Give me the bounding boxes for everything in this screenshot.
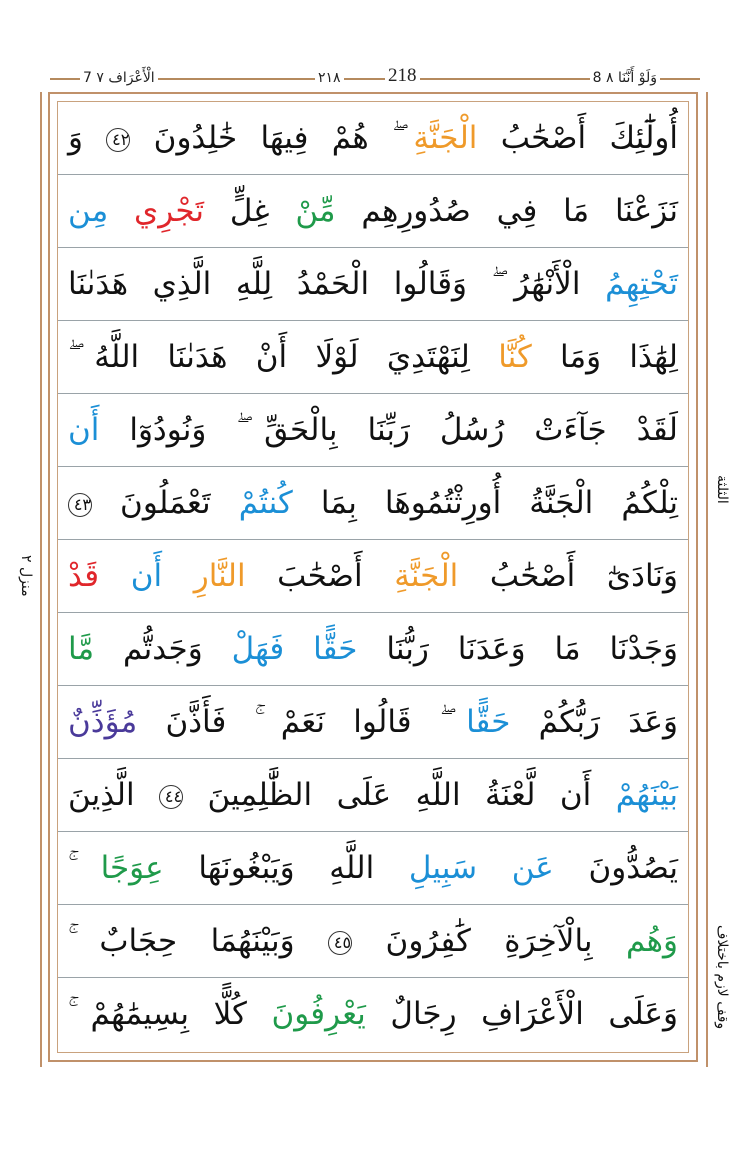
left-margin-rule [40, 92, 42, 1067]
verse-text: تِلْكُمُ الْجَنَّةُ أُورِثْتُمُوهَا بِمَا [292, 485, 678, 521]
verse-text: لِنَهْتَدِيَ لَوْلَا أَنْ هَدَىٰنَا اللَّهُ ۖ [68, 339, 499, 375]
tajweed-word: تَحْتِهِمُ [605, 266, 678, 302]
ayah-number-marker: ٤٢ [106, 128, 130, 152]
verse-text: وَنَادَىٰٓ أَصْحَٰبُ [458, 558, 678, 594]
verse-text: أَصْحَٰبَ [245, 558, 395, 594]
tajweed-word: أَن [130, 558, 163, 594]
tajweed-word: يَعْرِفُونَ [271, 996, 366, 1032]
verse-text: وَجَدْنَا مَا وَعَدَنَا رَبُّنَا [357, 631, 679, 667]
text-lines [57, 101, 689, 1053]
page-frame [48, 92, 698, 1062]
tajweed-word: أَن [68, 412, 100, 448]
verse-text: ۖ قَالُوا نَعَمْ ۚ فَأَذَّنَ [137, 704, 467, 740]
margin-quarter: الثلثة [714, 475, 730, 504]
tajweed-word: مَّا [68, 631, 95, 667]
tajweed-word: قَدْ [68, 558, 100, 594]
tajweed-word: مِن [68, 193, 109, 229]
verse-line [58, 978, 688, 1051]
tajweed-word: الْجَنَّةِ [413, 120, 478, 156]
verse-line [58, 613, 688, 686]
tajweed-word: الْجَنَّةِ [394, 558, 459, 594]
verse-line [58, 467, 688, 540]
verse-line [58, 102, 688, 175]
verse-text: تَعْمَلُونَ [92, 485, 239, 521]
verse-text [162, 558, 194, 594]
verse-text: لَقَدْ جَآءَتْ رُسُلُ رَبِّنَا بِالْحَقِّ ۖ وَنُودُوٓا [99, 412, 678, 448]
margin-manzil: منزل ٢ [18, 555, 34, 597]
verse-text [108, 193, 134, 229]
tajweed-word: بَيْنَهُمْ [615, 777, 678, 813]
verse-text: غِلٍّ [204, 193, 296, 229]
verse-line [58, 759, 688, 832]
tajweed-word: النَّارِ [193, 558, 246, 594]
tajweed-word: حَقًّا فَهَلْ [231, 631, 358, 667]
verse-text: ۚ [68, 850, 101, 886]
tajweed-word: حَقًّا [466, 704, 511, 740]
verse-text [99, 558, 131, 594]
verse-text: وَجَدتُّم [94, 631, 232, 667]
verse-text: الْأَنْهَٰرُ ۖ وَقَالُوا الْحَمْدُ لِلَّهِ الَّذِي هَدَىٰنَا [68, 266, 606, 302]
verse-text: يَصُدُّونَ [553, 850, 678, 886]
verse-text: لِهَٰذَا وَمَا [531, 339, 678, 375]
tajweed-word: مُؤَذِّنٌ [68, 704, 138, 740]
verse-text: اللَّهِ وَيَبْغُونَهَا [163, 850, 409, 886]
verse-text: أَن لَّعْنَةُ اللَّهِ عَلَى الظَّٰلِمِينَ [183, 777, 616, 813]
verse-text: بِالْآخِرَةِ كَٰفِرُونَ [352, 923, 627, 959]
margin-waqf-note: وقف لازم باختلاف [714, 925, 730, 1030]
verse-line [58, 832, 688, 905]
verse-text: وَعَدَ رَبُّكُمْ [510, 704, 679, 740]
verse-line [58, 686, 688, 759]
tajweed-word: عِوَجًا [100, 850, 164, 886]
verse-line [58, 321, 688, 394]
verse-line [58, 248, 688, 321]
header-surah: 7 الْأَعْرَاف ٧ [80, 68, 158, 88]
verse-line [58, 905, 688, 978]
ayah-number-marker: ٤٣ [68, 493, 92, 517]
verse-line [58, 540, 688, 613]
page-header [50, 66, 700, 90]
verse-text: ۖ هُمْ فِيهَا خَٰلِدُونَ [130, 120, 414, 156]
verse-text: وَ [68, 120, 107, 156]
header-juz: 8 وَلَوْ أَنَّنَا ٨ [590, 68, 660, 88]
tajweed-word: تَجْرِي [134, 193, 205, 229]
verse-line [58, 175, 688, 248]
tajweed-word: كُنَّا [498, 339, 532, 375]
verse-text: الَّذِينَ [68, 777, 160, 813]
verse-text: وَعَلَى الْأَعْرَافِ رِجَالٌ [365, 996, 678, 1032]
header-page-arabic: ٢١٨ [315, 68, 344, 88]
ayah-number-marker: ٤٥ [328, 931, 352, 955]
header-page-number: 218 [385, 66, 420, 86]
tajweed-word: وَهُم [626, 923, 678, 959]
verse-text: كُلًّا بِسِيمَٰهُمْ ۚ [68, 996, 272, 1032]
tajweed-word: مِّنْ [295, 193, 336, 229]
verse-line [58, 394, 688, 467]
tajweed-word: عَن سَبِيلِ [408, 850, 554, 886]
right-margin-rule [706, 92, 708, 1067]
tajweed-word: كُنتُمْ [238, 485, 293, 521]
verse-text: وَبَيْنَهُمَا حِجَابٌ [68, 923, 329, 959]
verse-text: نَزَعْنَا مَا فِي صُدُورِهِم [335, 193, 678, 229]
verse-text: أُولَٰٓئِكَ أَصْحَٰبُ [477, 120, 678, 156]
ayah-number-marker: ٤٤ [159, 785, 183, 809]
